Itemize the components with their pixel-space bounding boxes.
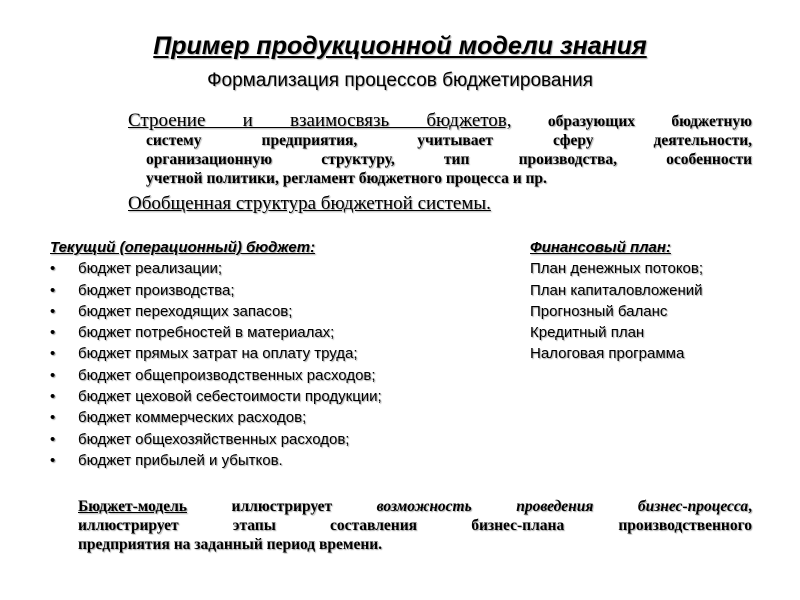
paragraph1-line3: организационную структуру, тип производства, особенности xyxy=(146,151,752,168)
list-item xyxy=(50,343,490,364)
list-item-text: бюджет производства; xyxy=(78,281,235,299)
paragraph2-line1-end: , xyxy=(748,498,752,515)
bullet-icon: • xyxy=(50,430,56,448)
paragraph1-lead: Строение и взаимосвязь бюджетов, xyxy=(128,110,512,131)
list-item-text: бюджет общехозяйственных расходов; xyxy=(78,430,350,448)
paragraph2-line1 xyxy=(78,497,752,516)
page-subtitle: Формализация процессов бюджетирования xyxy=(207,70,593,91)
structure-heading: Обобщенная структура бюджетной системы. xyxy=(128,193,491,214)
list-item xyxy=(50,280,490,301)
bullet-icon: • xyxy=(50,366,56,384)
list-item-text: бюджет коммерческих расходов; xyxy=(78,409,307,427)
list-item xyxy=(50,365,490,386)
bullet-icon: • xyxy=(50,260,56,278)
list-item-text: бюджет прямых затрат на оплату труда; xyxy=(78,345,358,363)
paragraph1-line1 xyxy=(128,111,752,131)
list-item xyxy=(50,301,490,322)
budget-structure-paragraph xyxy=(128,111,752,188)
bullet-icon: • xyxy=(50,345,56,363)
list-item: План капиталовложений xyxy=(530,281,703,299)
paragraph2-line1-mid: иллюстрирует xyxy=(187,498,377,515)
list-item: Прогнозный баланс xyxy=(530,302,668,320)
list-item-text: бюджет прибылей и убытков. xyxy=(78,451,283,469)
bullet-icon: • xyxy=(50,324,56,342)
page-title: Пример продукционной модели знания xyxy=(153,32,647,60)
list-item xyxy=(50,407,490,428)
paragraph2-term: Бюджет-модель xyxy=(78,498,188,515)
financial-plan-list xyxy=(530,237,790,365)
paragraph2-line3: предприятия на заданный период времени. xyxy=(78,536,383,553)
paragraph1-line4: учетной политики, регламент бюджетного процесса и пр. xyxy=(146,170,547,187)
operational-budget-list xyxy=(50,237,490,471)
operational-budget-heading: Текущий (операционный) бюджет: xyxy=(50,239,316,256)
list-item-text: бюджет цеховой себестоимости продукции; xyxy=(78,388,382,406)
list-item xyxy=(50,386,490,407)
list-item-text: бюджет потребностей в материалах; xyxy=(78,324,335,342)
paragraph1-line1-rest: образующих бюджетную xyxy=(547,113,752,130)
list-item xyxy=(50,258,490,279)
list-item-text: бюджет общепроизводственных расходов; xyxy=(78,366,376,384)
list-item: Кредитный план xyxy=(530,324,645,342)
bullet-icon: • xyxy=(50,409,56,427)
financial-plan-heading: Финансовый план: xyxy=(530,239,671,256)
bullet-icon: • xyxy=(50,388,56,406)
list-item xyxy=(50,322,490,343)
list-item xyxy=(50,450,490,471)
budget-model-paragraph xyxy=(78,497,752,554)
paragraph2-line2: иллюстрирует этапы составления бизнес-плана производственного xyxy=(78,517,752,534)
paragraph1-line2: систему предприятия, учитывает сферу деятельности, xyxy=(146,132,752,149)
bullet-icon: • xyxy=(50,281,56,299)
list-item: План денежных потоков; xyxy=(530,260,704,278)
list-item-text: бюджет реализации; xyxy=(78,260,223,278)
bullet-icon: • xyxy=(50,451,56,469)
list-item-text: бюджет переходящих запасов; xyxy=(78,302,293,320)
list-item: Налоговая программа xyxy=(530,345,685,363)
paragraph2-line1-italic: возможность проведения бизнес-процесса xyxy=(376,498,749,515)
bullet-icon: • xyxy=(50,302,56,320)
list-item xyxy=(50,429,490,450)
